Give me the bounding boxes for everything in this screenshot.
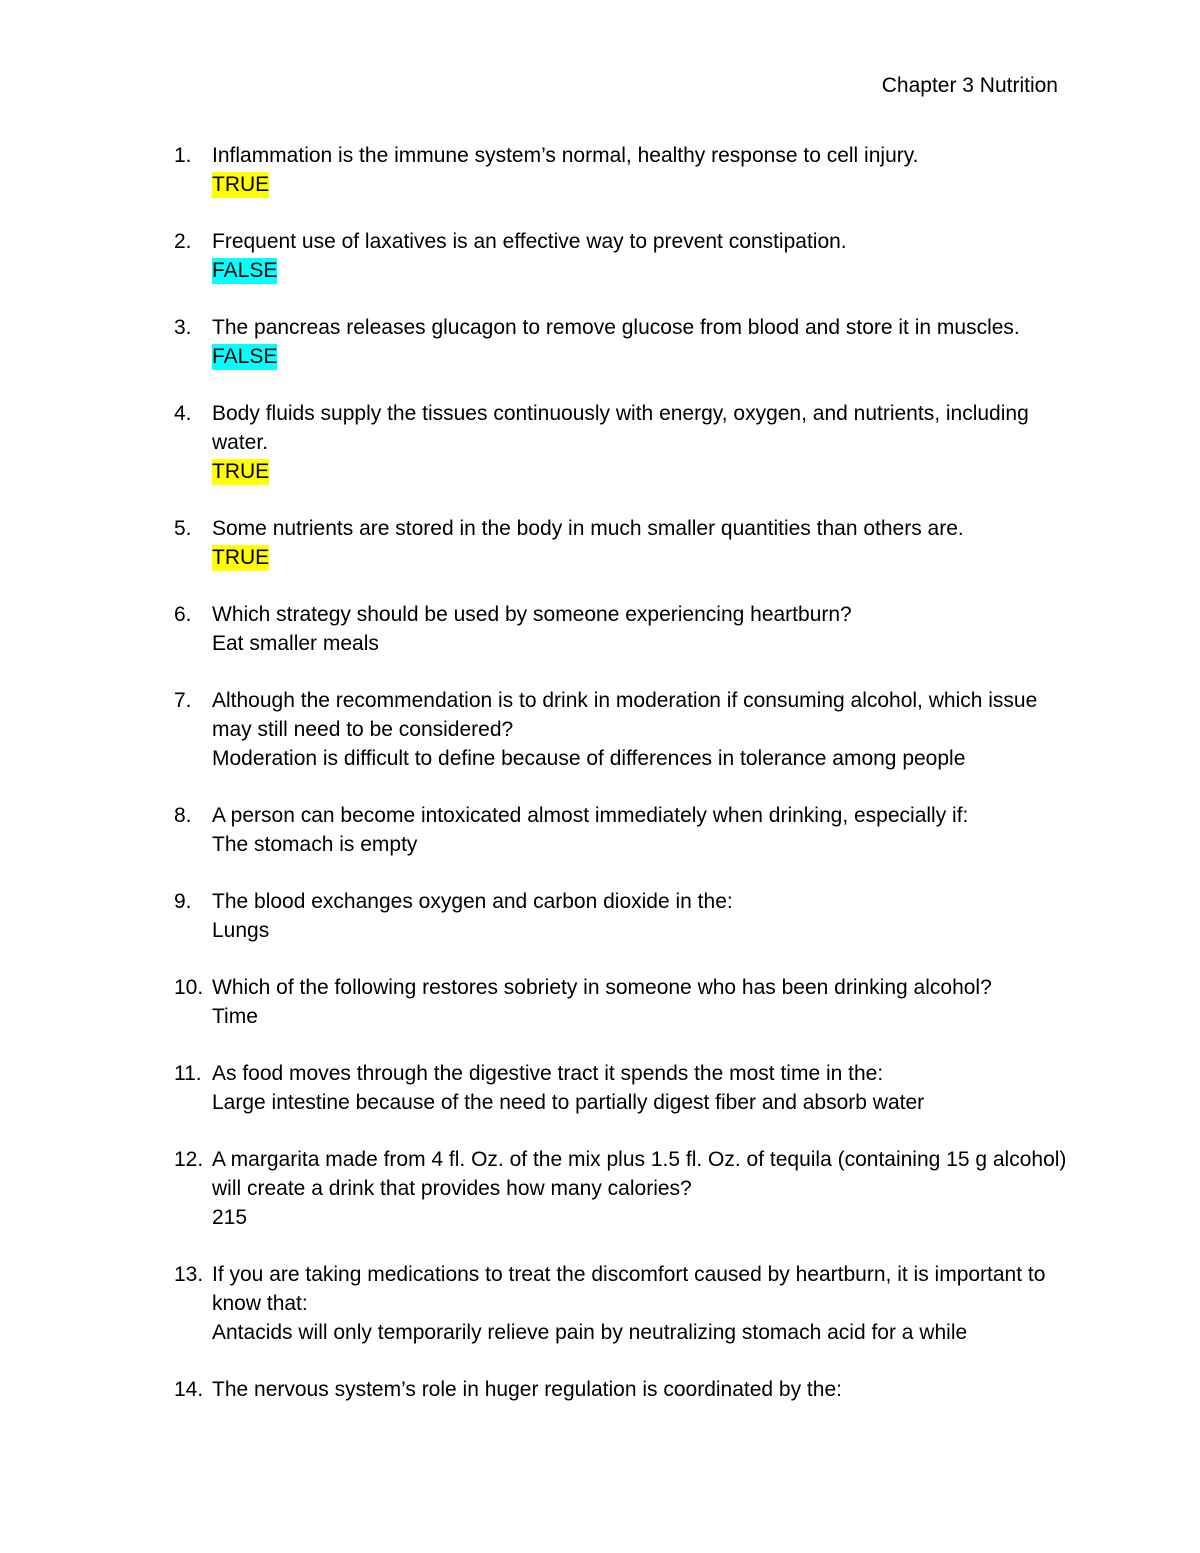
question-number: 11. (174, 1062, 202, 1086)
question-text: Frequent use of laxatives is an effective way to prevent constipation. (212, 230, 847, 254)
answer-text: Moderation is difficult to define because of differences in tolerance among people (212, 746, 966, 770)
question-number: 2. (174, 230, 192, 254)
answer-text: Eat smaller meals (212, 631, 379, 655)
answer-line (212, 257, 1074, 286)
answer-line (212, 544, 1074, 573)
question-item (174, 802, 1074, 859)
question-number: 8. (174, 804, 192, 828)
answer-line (212, 1089, 1074, 1118)
answer-line (212, 831, 1074, 860)
question-item (174, 687, 1074, 773)
question-item (174, 1261, 1074, 1347)
question-text: A margarita made from 4 fl. Oz. of the mix plus 1.5 fl. Oz. of tequila (containing 15 g alcohol) will create a drink that provides how many calories? (212, 1148, 1067, 1201)
question-list (174, 142, 1074, 1433)
question-number: 6. (174, 603, 192, 627)
answer-text: Lungs (212, 918, 270, 942)
question-text: The blood exchanges oxygen and carbon dioxide in the: (212, 890, 733, 914)
answer-text: Time (212, 1004, 258, 1028)
question-item (174, 1146, 1074, 1232)
question-number: 3. (174, 316, 192, 340)
question-item (174, 400, 1074, 486)
question-item (174, 228, 1074, 285)
answer-text: TRUE (212, 459, 270, 483)
answer-line (212, 917, 1074, 946)
question-item (174, 601, 1074, 658)
question-text: The nervous system’s role in huger regulation is coordinated by the: (212, 1378, 842, 1402)
question-number: 14. (174, 1378, 204, 1402)
answer-line (212, 171, 1074, 200)
question-item (174, 142, 1074, 199)
answer-line (212, 1319, 1074, 1348)
question-item (174, 888, 1074, 945)
question-item (174, 1060, 1074, 1117)
answer-line (212, 458, 1074, 487)
question-number: 9. (174, 890, 192, 914)
question-text: A person can become intoxicated almost immediately when drinking, especially if: (212, 804, 969, 828)
answer-text: FALSE (212, 344, 278, 368)
question-text: As food moves through the digestive tract it spends the most time in the: (212, 1062, 884, 1086)
question-text: Which strategy should be used by someone experiencing heartburn? (212, 603, 852, 627)
question-item (174, 974, 1074, 1031)
question-text: Which of the following restores sobriety in someone who has been drinking alcohol? (212, 976, 992, 1000)
answer-text: 215 (212, 1205, 248, 1229)
question-item (174, 515, 1074, 572)
question-number: 7. (174, 689, 192, 713)
answer-line (212, 1204, 1074, 1233)
question-number: 10. (174, 976, 204, 1000)
question-item (174, 1376, 1074, 1405)
answer-text: Large intestine because of the need to partially digest fiber and absorb water (212, 1091, 925, 1115)
answer-text: FALSE (212, 258, 278, 282)
page-header: Chapter 3 Nutrition (881, 74, 1058, 97)
question-number: 12. (174, 1148, 204, 1172)
answer-text: Antacids will only temporarily relieve pain by neutralizing stomach acid for a while (212, 1320, 968, 1344)
question-item (174, 314, 1074, 371)
question-text: Although the recommendation is to drink in moderation if consuming alcohol, which issue may still need to be considered? (212, 689, 1038, 741)
question-number: 4. (174, 402, 192, 426)
question-number: 5. (174, 517, 192, 541)
question-text: Some nutrients are stored in the body in much smaller quantities than others are. (212, 517, 964, 541)
question-text: Body fluids supply the tissues continuously with energy, oxygen, and nutrients, including water. (212, 402, 1029, 454)
answer-line (212, 343, 1074, 372)
answer-text: TRUE (212, 172, 270, 196)
question-text: The pancreas releases glucagon to remove glucose from blood and store it in muscles. (212, 316, 1020, 340)
question-text: If you are taking medications to treat the discomfort caused by heartburn, it is important to know that: (212, 1263, 1046, 1315)
answer-line (212, 1003, 1074, 1032)
question-number: 1. (174, 144, 192, 167)
answer-text: TRUE (212, 545, 270, 569)
answer-text: The stomach is empty (212, 832, 418, 856)
answer-line (212, 745, 1074, 774)
answer-line (212, 630, 1074, 659)
question-number: 13. (174, 1263, 204, 1287)
question-text: Inflammation is the immune system’s normal, healthy response to cell injury. (212, 144, 919, 167)
